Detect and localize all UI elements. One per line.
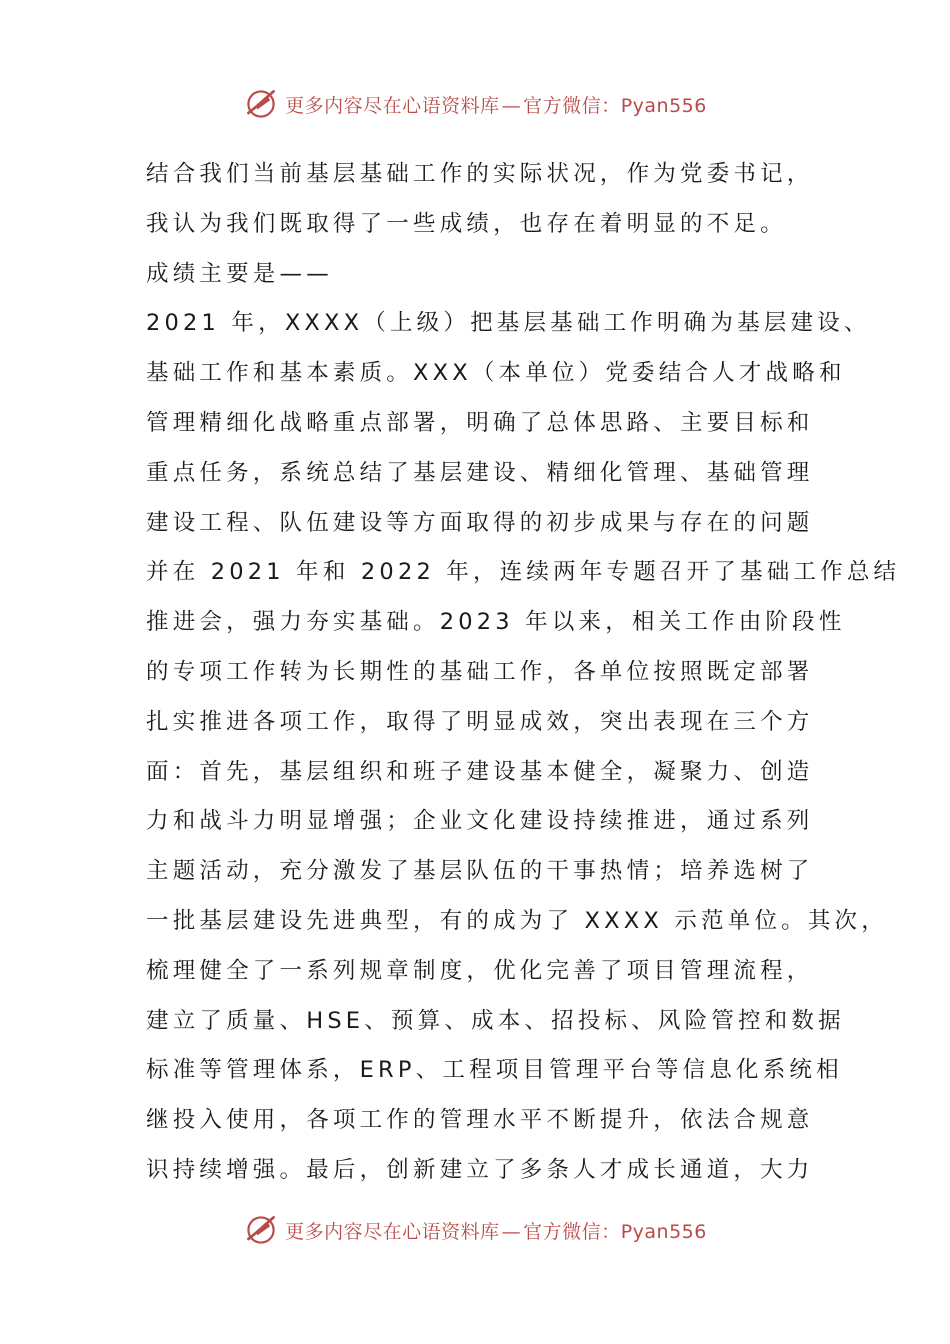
text-line: 成绩主要是—— — [146, 260, 333, 287]
banner-main: 更多内容尽在心语资料库 — [285, 94, 500, 117]
text-line: 梳理健全了一系列规章制度，优化完善了项目管理流程， — [146, 957, 814, 984]
text-line: 主题活动，充分激发了基层队伍的干事热情；培养选树了 — [146, 858, 814, 885]
text-line: 结合我们当前基层基础工作的实际状况，作为党委书记， — [146, 161, 814, 187]
banner-wechat-id: Pyan556 — [620, 1220, 707, 1243]
document-body — [146, 150, 901, 1196]
text-line: 推进会，强力夯实基础。2023 年以来，相关工作由阶段性 — [146, 609, 846, 636]
text-line: 力和战斗力明显增强；企业文化建设持续推进，通过系列 — [146, 808, 814, 835]
banner-text — [285, 91, 707, 118]
text-line: 识持续增强。最后，创新建立了多条人才成长通道，大力 — [146, 1156, 814, 1183]
text-line: 继投入使用，各项工作的管理水平不断提升，依法合规意 — [146, 1107, 814, 1134]
text-line: 2021 年，XXXX（上级）把基层基础工作明确为基层建设、 — [146, 310, 871, 337]
text-line: 重点任务，系统总结了基层建设、精细化管理、基础管理 — [146, 459, 814, 486]
text-line: 基础工作和基本素质。XXX（本单位）党委结合人才战略和 — [146, 360, 846, 387]
header-banner — [0, 84, 950, 124]
pen-logo-icon — [243, 1212, 279, 1248]
text-line: 建设工程、队伍建设等方面取得的初步成果与存在的问题 — [146, 509, 814, 536]
text-line: 的专项工作转为长期性的基础工作，各单位按照既定部署 — [146, 658, 814, 685]
banner-text — [285, 1217, 707, 1244]
text-line: 我认为我们既取得了一些成绩，也存在着明显的不足。 — [146, 210, 787, 237]
banner-main: 更多内容尽在心语资料库 — [285, 1220, 500, 1243]
pen-logo-icon — [243, 86, 279, 122]
footer-banner — [0, 1210, 950, 1250]
banner-separator: — — [501, 1220, 522, 1243]
text-line: 并在 2021 年和 2022 年，连续两年专题召开了基础工作总结 — [146, 559, 901, 586]
banner-wechat-id: Pyan556 — [620, 94, 707, 117]
banner-separator: — — [501, 94, 522, 117]
text-line: 扎实推进各项工作，取得了明显成效，突出表现在三个方 — [146, 708, 814, 735]
text-line: 一批基层建设先进典型，有的成为了 XXXX 示范单位。其次， — [146, 907, 888, 934]
text-line: 面：首先，基层组织和班子建设基本健全，凝聚力、创造 — [146, 758, 814, 785]
text-line: 建立了质量、HSE、预算、成本、招投标、风险管控和数据 — [146, 1007, 845, 1034]
text-line: 管理精细化战略重点部署，明确了总体思路、主要目标和 — [146, 409, 814, 436]
text-line: 标准等管理体系，ERP、工程项目管理平台等信息化系统相 — [146, 1057, 843, 1084]
banner-label: 官方微信： — [523, 1220, 621, 1243]
banner-label: 官方微信： — [523, 94, 621, 117]
